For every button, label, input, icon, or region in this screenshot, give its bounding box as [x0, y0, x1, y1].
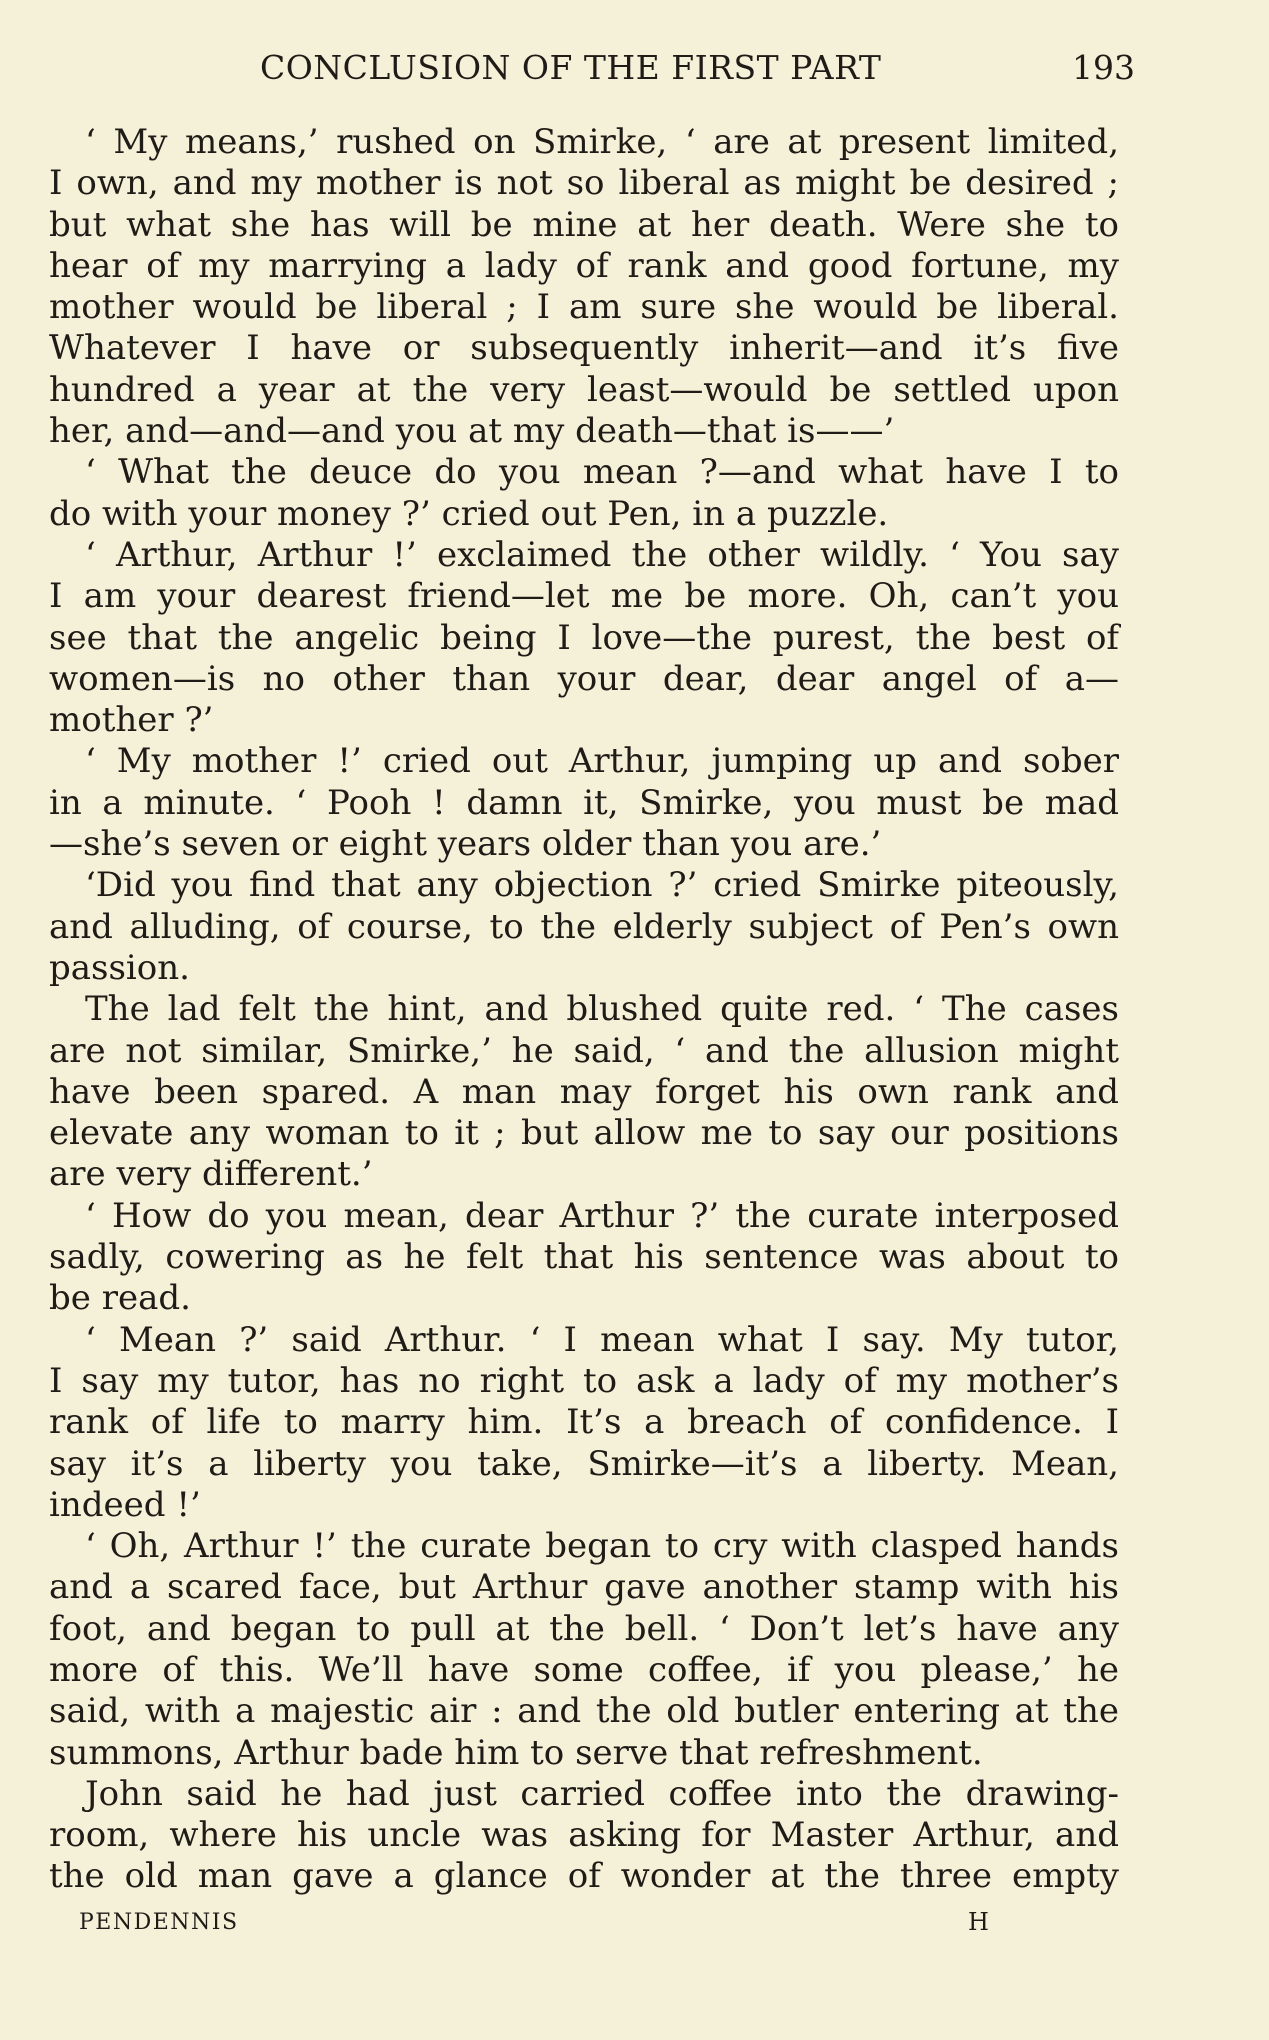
text-line: ‘ My means,’ rushed on Smirke, ‘ are at present limited,	[85, 122, 1119, 162]
text-line: in a minute. ‘ Pooh ! damn it, Smirke, you must be mad	[49, 782, 1119, 823]
gathering-mark: H	[968, 1908, 989, 1936]
text-line: room, where his uncle was asking for Master Arthur, and	[49, 1815, 1119, 1856]
text-line: said, with a majestic air : and the old butler entering at the	[49, 1691, 1119, 1732]
text-line: hear of my marrying a lady of rank and good fortune, my	[49, 245, 1119, 286]
text-line: and alluding, of course, to the elderly subject of Pen’s own	[49, 906, 1119, 947]
text-line: rank of life to marry him. It’s a breach of confidence. I	[49, 1402, 1119, 1443]
text-line: hundred a year at the very least—would be settled upon	[49, 369, 1119, 410]
text-line: more of this. We’ll have some coffee, if you please,’ he	[49, 1649, 1119, 1690]
text-line: say it’s a liberty you take, Smirke—it’s a liberty. Mean,	[49, 1443, 1119, 1484]
text-line: I say my tutor, has no right to ask a lady of my mother’s	[49, 1360, 1119, 1401]
text-line: women—is no other than your dear, dear angel of a—	[49, 658, 1119, 699]
page-footer	[0, 1910, 1269, 1950]
text-line: summons, Arthur bade him to serve that refreshment.	[49, 1732, 983, 1773]
text-line: mother would be liberal ; I am sure she would be liberal.	[49, 287, 1119, 328]
text-line: her, and—and—and you at my death—that is——’	[49, 411, 895, 452]
text-line: are very different.’	[49, 1154, 373, 1195]
text-line: passion.	[49, 947, 190, 988]
text-line: but what she has will be mine at her death. Were she to	[49, 204, 1119, 245]
running-title: CONCLUSION OF THE FIRST PART	[260, 48, 882, 87]
text-line: ‘ Oh, Arthur !’ the curate began to cry with clasped hands	[85, 1526, 1119, 1567]
text-line: see that the angelic being I love—the purest, the best of	[49, 617, 1119, 658]
running-head	[0, 48, 1269, 92]
text-line: and a scared face, but Arthur gave another stamp with his	[49, 1567, 1119, 1608]
text-line: —she’s seven or eight years older than you are.’	[49, 824, 882, 865]
signature-mark: PENDENNIS	[79, 1910, 239, 1935]
text-line: ‘ Mean ?’ said Arthur. ‘ I mean what I say. My tutor,	[85, 1319, 1119, 1360]
text-line: ‘ Arthur, Arthur !’ exclaimed the other wildly. ‘ You say	[85, 534, 1119, 575]
text-line: are not similar, Smirke,’ he said, ‘ and the allusion might	[49, 1030, 1119, 1071]
text-line: elevate any woman to it ; but allow me to say our positions	[49, 1113, 1119, 1154]
text-line: Whatever I have or subsequently inherit—and it’s five	[49, 328, 1119, 369]
text-line: do with your money ?’ cried out Pen, in a puzzle.	[49, 493, 889, 534]
text-line: the old man gave a glance of wonder at the three empty	[49, 1856, 1119, 1897]
text-line: indeed !’	[49, 1484, 201, 1525]
body-text	[49, 122, 1119, 1898]
text-line: sadly, cowering as he felt that his sentence was about to	[49, 1237, 1119, 1278]
text-line: be read.	[49, 1278, 191, 1319]
text-line: John said he had just carried coffee into the drawing-	[85, 1773, 1119, 1814]
text-line: I am your dearest friend—let me be more. Oh, can’t you	[49, 576, 1119, 617]
page-number: 193	[1072, 48, 1135, 87]
text-line: foot, and began to pull at the bell. ‘ Don’t let’s have any	[49, 1608, 1119, 1649]
text-line: ‘ My mother !’ cried out Arthur, jumping up and sober	[85, 741, 1119, 782]
text-line: The lad felt the hint, and blushed quite red. ‘ The cases	[85, 989, 1119, 1030]
text-line: have been spared. A man may forget his own rank and	[49, 1071, 1119, 1112]
text-line: mother ?’	[49, 700, 214, 741]
text-line: ‘ What the deuce do you mean ?—and what have I to	[85, 452, 1119, 493]
text-line: ‘ How do you mean, dear Arthur ?’ the curate interposed	[85, 1195, 1119, 1236]
text-line: I own, and my mother is not so liberal as might be desired ;	[49, 163, 1119, 204]
text-line: ‘Did you find that any objection ?’ cried Smirke piteously,	[85, 865, 1119, 906]
